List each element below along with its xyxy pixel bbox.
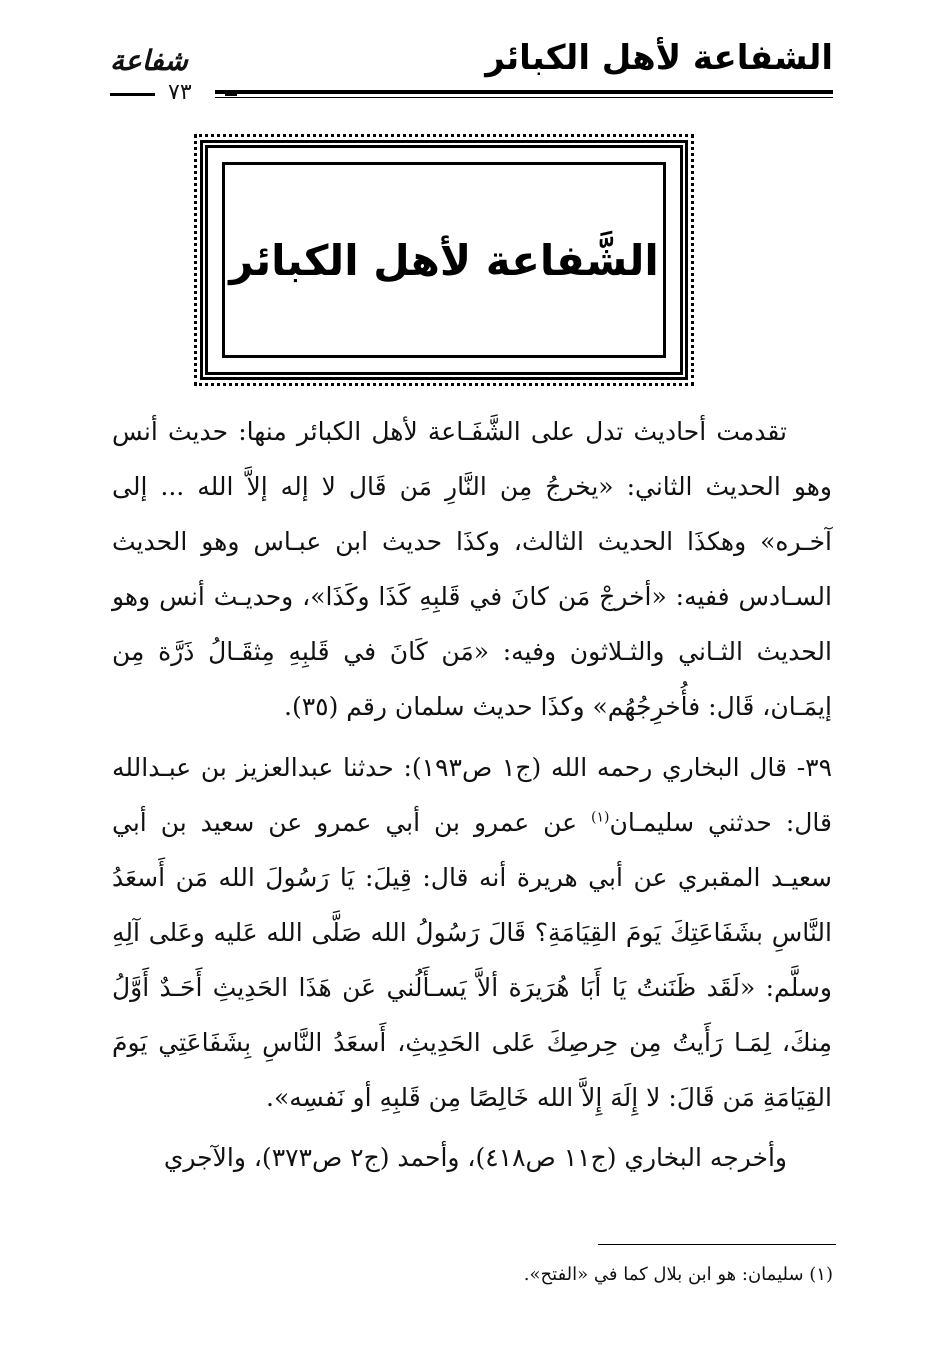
section-title: الشَّفاعة لأهل الكبائر (229, 235, 659, 285)
header-rule-left (110, 93, 155, 96)
book-logo: شفاعة (110, 44, 188, 77)
header-rule-thin (215, 97, 833, 98)
paragraph-hadith-39 (112, 740, 832, 1125)
footnote-rule (598, 1244, 836, 1245)
header-rule-left-short (225, 93, 237, 96)
ornate-title-frame (200, 140, 688, 380)
footnote-marker: (١) (591, 809, 610, 826)
header-rule-thick (215, 90, 833, 94)
paragraph-intro: تقدمت أحاديث تدل على الشَّفَـاعة لأهل الكبائر منها: حديث أنس وهو الحديث الثاني: «يخرجُ مِن النَّارِ مَن قَال لا إله إلاَّ الله ... إلى آخـره» وهكذَا الحديث الثالث، وكذَا حديث ابن عبـاس وهو الحديث السـادس ففيه: «أخرجْ مَن كانَ في قَلبِهِ كَذَا وكَذَا»، وحديـث أنس وهو الحديث الثـاني والثـلاثون وفيه: «مَن كَانَ في قَلبِهِ مِثقَـالُ ذَرَّة مِن إيمَـان، قَال: فأُخرِجُهُم» وكذَا حديث سلمان رقم (٣٥). (112, 417, 832, 721)
running-title: الشفاعة لأهل الكبائر (485, 38, 833, 78)
title-frame-inner (222, 162, 666, 358)
hadith-text-rest: عن عمرو بن أبي عمرو عن سعيد بن أبي سعيـد المقبري عن أبي هريرة أنه قال: قِيلَ: يَا رَسُولَ الله مَن أَسعَدُ النَّاسِ بشَفَاعَتِكَ يَومَ القِيَامَةِ؟ قَالَ رَسُولُ الله صَلَّى الله عَليه وعَلى آلِهِ وسلَّم: «لَقَد ظَنَنتُ يَا أَبَا هُرَيرَة ألاَّ يَسـأَلُني عَن هَذَا الحَدِيثِ أَحَـدٌ أَوَّلُ مِنكَ، لِمَـا رَأَيتُ مِن حِرصِكَ عَلى الحَدِيثِ، أَسعَدُ النَّاسِ بِشَفَاعَتِي يَومَ القِيَامَةِ مَن قَالَ: لا إِلَهَ إِلاَّ الله خَالِصًا مِن قَلبِهِ أو نَفسِه». (112, 808, 832, 1112)
hadith-text-start: ٣٩- قال البخاري رحمه الله (ج١ ص١٩٣): حدثنا عبدالعزيز بن عبـدالله قال: حدثني سليمـان (112, 753, 833, 837)
page-number: ٧٣ (168, 80, 192, 105)
footnote: (١) سليمان: هو ابن بلال كما في «الفتح». (523, 1264, 833, 1285)
paragraph-takhrij: وأخرجه البخاري (ج١١ ص٤١٨)، وأحمد (ج٢ ص٣٧٣)، والآجري (163, 1143, 787, 1172)
